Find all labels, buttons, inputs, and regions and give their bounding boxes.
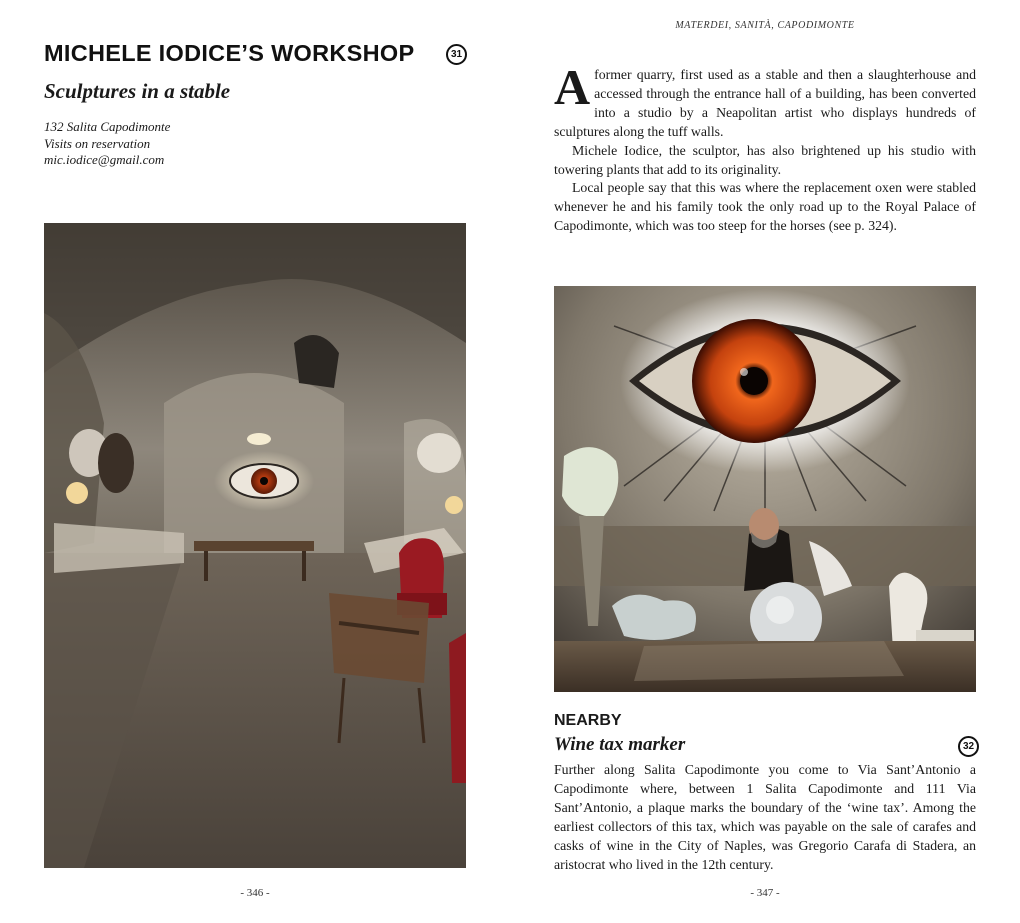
nearby-title: Wine tax marker bbox=[554, 734, 686, 755]
entry-number-badge: 31 bbox=[446, 44, 467, 65]
sculptor-eye-photo bbox=[554, 286, 976, 692]
left-folio: - 346 - bbox=[240, 887, 270, 899]
entry-info bbox=[44, 119, 170, 169]
address: 132 Salita Capodimonte bbox=[44, 119, 171, 134]
nearby-number-badge: 32 bbox=[958, 736, 979, 757]
paragraph: Aformer quarry, first used as a stable and then a slaughterhouse and accessed through the entrance hall of a building, has been converted into a studio by a Neapolitan artist who displays hundreds of sculptures along the tuff walls. bbox=[554, 59, 976, 139]
paragraph: Michele Iodice, the sculptor, has also brightened up his studio with towering plants that add to its originality. bbox=[554, 142, 976, 177]
paragraph: Further along Salita Capodimonte you come to Via Sant’Antonio a Capodimonte where, between 1 Salita Capodimonte and 111 Via Sant’Antonio, a plaque marks the boundary of the ‘wine tax’. Among the earliest collectors of this tax, which was payable on the sale of carafes and casks of wine in the City of Naples, was Gregorio Carafa di Stadera, an aristocrat who lived in the 12th century. bbox=[554, 762, 976, 872]
nearby-text bbox=[554, 761, 976, 874]
visiting-hours: Visits on reservation bbox=[44, 135, 151, 151]
main-text bbox=[554, 59, 976, 236]
drop-cap: A bbox=[554, 59, 591, 115]
paragraph: Local people say that this was where the replacement oxen were stabled whenever he and his family took the only road up to the Royal Palace of Capodimonte, which was too steep for the horses (see p. 324). bbox=[554, 180, 976, 234]
entry-subtitle: Sculptures in a stable bbox=[44, 79, 231, 103]
running-head: MATERDEI, SANITÀ, CAPODIMONTE bbox=[675, 20, 855, 31]
right-folio: - 347 - bbox=[750, 887, 780, 899]
entry-title: MICHELE IODICE’S WORKSHOP bbox=[44, 40, 415, 66]
right-page bbox=[510, 0, 1020, 923]
workshop-interior-photo bbox=[44, 223, 466, 868]
email: mic.iodice@gmail.com bbox=[44, 152, 165, 167]
nearby-label: NEARBY bbox=[554, 712, 622, 729]
